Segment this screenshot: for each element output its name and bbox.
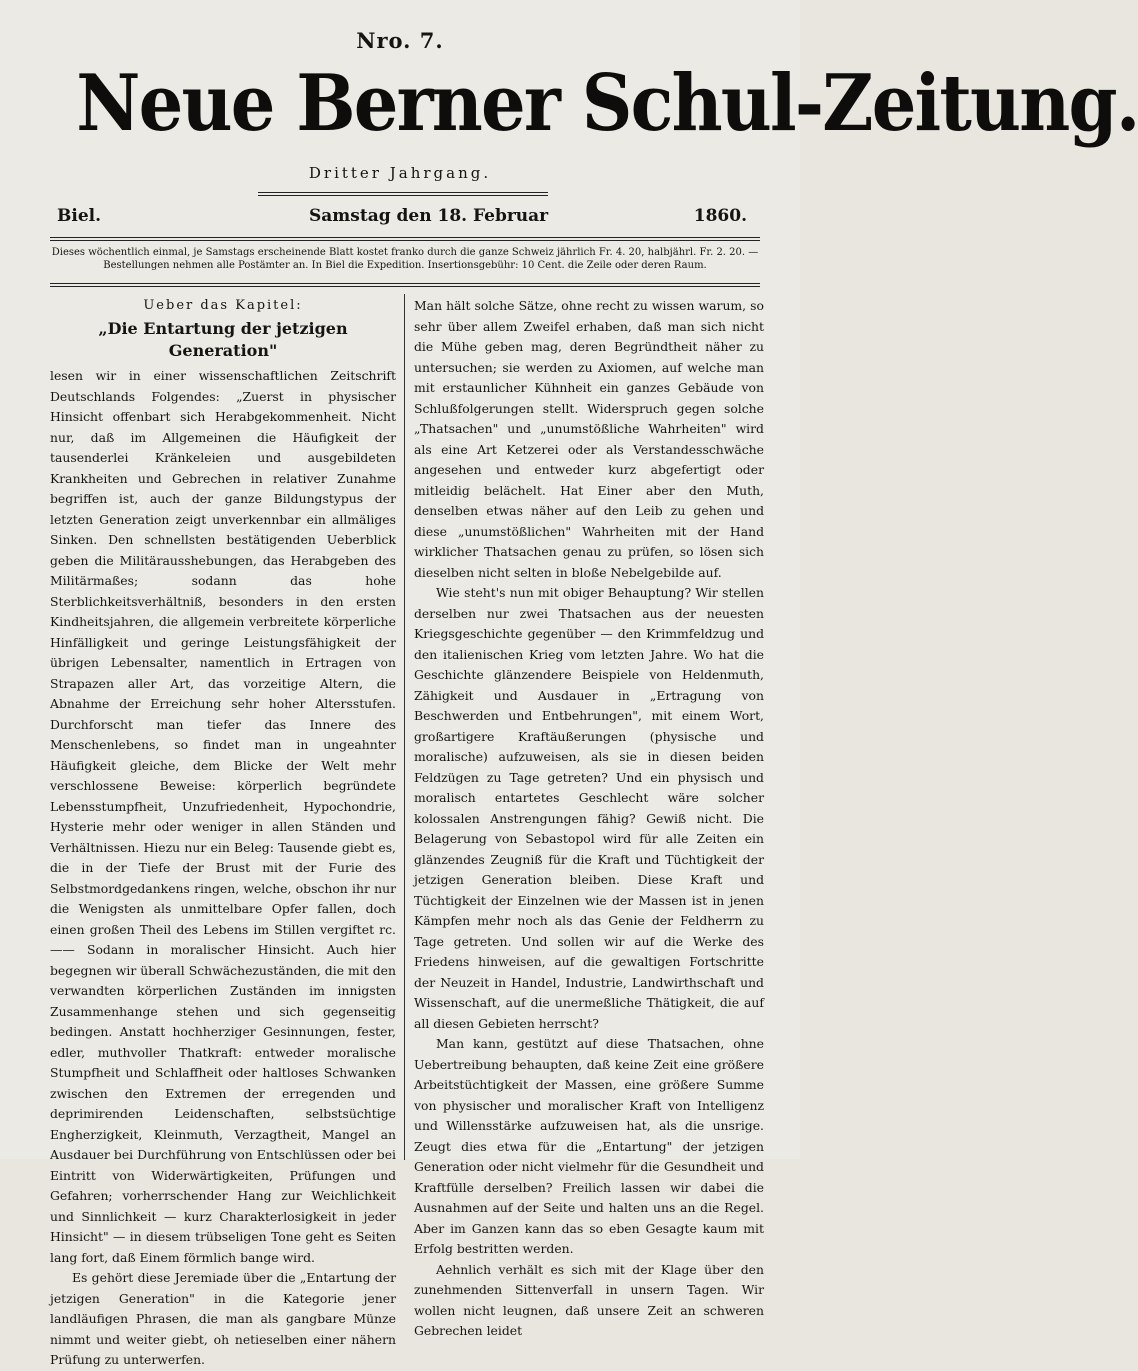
divider xyxy=(258,195,548,196)
notice-line: Dieses wöchentlich einmal, je Samstags erscheinende Blatt kostet franko durch die ganze Schweiz jährlich Fr. 4. 20, halbjährl. Fr. 2. 20. — xyxy=(51,247,759,258)
notice-line: Bestellungen nehmen alle Postämter an. In Biel die Expedition. Insertionsgebühr: 10 Cent. die Zeile oder deren Raum. xyxy=(103,260,707,271)
subscription-notice xyxy=(50,246,760,272)
article-paragraph: Man kann, gestützt auf diese Thatsachen, ohne Uebertreibung behaupten, daß keine Zeit eine größere Arbeitstüchtigkeit der Massen, eine größere Summe von physischer und moralischer Kraft von Intelligenz und Willensstärke aufzuweisen hat, als die unsrige. Zeugt dies etwa für die „Entartung" der jetzigen Generation oder nicht vielmehr für die Gesundheit und Kraftfülle derselben? Freilich lassen wir dabei die Ausnahmen auf der Seite und halten uns an die Regel. Aber im Ganzen kann das so eben Gesagte kaum mit Erfolg bestritten werden. xyxy=(414,1036,764,1256)
article-title: „Die Entartung der jetzigen Generation" xyxy=(98,319,348,360)
dateline xyxy=(57,206,747,232)
section-heading: Ueber das Kapitel: xyxy=(143,298,303,313)
article-column-right xyxy=(414,296,764,1342)
article-paragraph: Aehnlich verhält es sich mit der Klage über den zunehmenden Sittenverfall in unsern Tagen. Wir wollen nicht leugnen, daß unsere Zeit an schweren Gebrechen leidet xyxy=(414,1261,764,1338)
dateline-year: 1860. xyxy=(693,206,747,226)
article-paragraph: Es gehört diese Jeremiade über die „Entartung der jetzigen Generation" in die Kategorie jener landläufigen Phrasen, die man als gangbare Münze nimmt und weiter giebt, oh netieselben einer nähern Prüfung zu unterwerfen. xyxy=(50,1270,396,1367)
article-paragraph: lesen wir in einer wissenschaftlichen Zeitschrift Deutschlands Folgendes: „Zuerst in physischer Hinsicht offenbart sich Herabgekommenheit. Nicht nur, daß im Allgemeinen die Häufigkeit der tausenderlei Kränkeleien und ausgebildeten Krankheiten und Gebrechen in relativer Zunahme begriffen ist, auch der ganze Bildungstypus der letzten Generation zeigt unverkennbar ein allmäliges Sinken. Den schnellsten bestätigenden Ueberblick geben die Militärausshebungen, das Herabgeben des Militärmaßes; sodann das hohe Sterblichkeitsverhältniß, besonders in den ersten Kindheitsjahren, die allgemein verbreitete körperliche Hinfälligkeit und geringe Leistungsfähigkeit der übrigen Lebensalter, namentlich in Ertragen von Strapazen aller Art, das vorzeitige Altern, die Abnahme der Erreichung sehr hoher Altersstufen. Durchforscht man tiefer das Innere des Menschenlebens, so findet man in ungeahnter Häufigkeit gleiche, dem Blicke der Welt mehr verschlossene Beweise: körperlich begründete Lebensstumpfheit, Unzufriedenheit, Hypochondrie, Hysterie mehr oder weniger in allen Ständen und Verhältnissen. Hiezu nur ein Beleg: Tausende giebt es, die in der Tiefe der Brust mit der Furie des Selbstmordgedankens ringen, welche, obschon ihr nur die Wenigsten als unmittelbare Opfer fallen, doch einen großen Theil des Lebens im Stillen vergiftet rc. —— Sodann in moralischer Hinsicht. Auch hier begegnen wir überall Schwächezuständen, die mit den verwandten körperlichen Zuständen im innigsten Zusammenhange stehen und sich gegenseitig bedingen. Anstatt hochherziger Gesinnungen, fester, edler, muthvoller Thatkraft: entweder moralische Stumpfheit und Schlaffheit oder haltloses Schwanken zwischen den Extremen der erregenden und deprimirenden Leidenschaften, selbstsüchtige Engherzigkeit, Kleinmuth, Verzagtheit, Mangel an Ausdauer bei Durchführung von Entschlüssen oder bei Eintritt von Widerwärtigkeiten, Prüfungen und Gefahren; vorherrschender Hang zur Weichlichkeit und Sinnlichkeit — kurz Charakterlosigkeit in jeder Hinsicht" — in diesem trübseligen Tone geht es Seiten lang fort, daß Einem förmlich bange wird. xyxy=(50,368,396,1265)
volume-subtitle: Dritter Jahrgang. xyxy=(308,164,492,182)
divider xyxy=(50,286,760,287)
article-column-left xyxy=(50,296,396,1371)
dateline-date: Samstag den 18. Februar xyxy=(309,206,549,226)
article-paragraph: Wie steht's nun mit obiger Behauptung? Wir stellen derselben nur zwei Thatsachen aus der neuesten Kriegsgeschichte gegenüber — den Krimmfeldzug und den italienischen Krieg vom letzten Jahre. Wo hat die Geschichte glänzendere Beispiele von Heldenmuth, Zähigkeit und Ausdauer in „Ertragung von Beschwerden und Entbehrungen", mit einem Wort, großartigere Kraftäußerungen (physische und moralische) aufzuweisen, als sie in diesen beiden Feldzügen zu Tage getreten? Und ein physisch und moralisch entartetes Geschlecht wäre solcher kolossalen Anstrengungen fähig? Gewiß nicht. Die Belagerung von Sebastopol wird für alle Zeiten ein glänzendes Zeugniß für die Kraft und Tüchtigkeit der jetzigen Generation bleiben. Diese Kraft und Tüchtigkeit der Einzelnen wie der Massen ist in jenen Kämpfen mehr noch als das Genie der Feldherrn zu Tage getreten. Und sollen wir auf die Werke des Friedens hinweisen, auf die gewaltigen Fortschritte der Neuzeit in Handel, Industrie, Landwirthschaft und Wissenschaft, auf die unermeßliche Thätigkeit, die auf all diesen Gebieten herrscht? xyxy=(414,585,764,1031)
divider xyxy=(50,240,760,241)
issue-number: Nro. 7. xyxy=(356,28,444,53)
divider xyxy=(50,237,760,238)
column-divider xyxy=(404,294,405,1160)
dateline-place: Biel. xyxy=(57,206,102,226)
article-paragraph: Man hält solche Sätze, ohne recht zu wissen warum, so sehr über allem Zweifel erhaben, daß man sich nicht die Mühe geben mag, deren Begründtheit näher zu untersuchen; sie werden zu Axiomen, auf welche man mit erstaunlicher Kühnheit ein ganzes Gebäude von Schlußfolgerungen stellt. Widerspruch gegen solche „Thatsachen" und „unumstößliche Wahrheiten" wird als eine Art Ketzerei oder als Verstandesschwäche angesehen und entweder kurz abgefertigt oder mitleidig belächelt. Hat Einer aber den Muth, denselben etwas näher auf den Leib zu gehen und diese „unumstößlichen" Wahrheiten mit der Hand wirklicher Thatsachen genau zu prüfen, so lösen sich dieselben nicht selten in bloße Nebelgebilde auf. xyxy=(414,298,764,580)
divider xyxy=(258,192,548,193)
divider xyxy=(50,283,760,284)
masthead-title: Neue Berner Schul-Zeitung. xyxy=(76,58,1138,149)
